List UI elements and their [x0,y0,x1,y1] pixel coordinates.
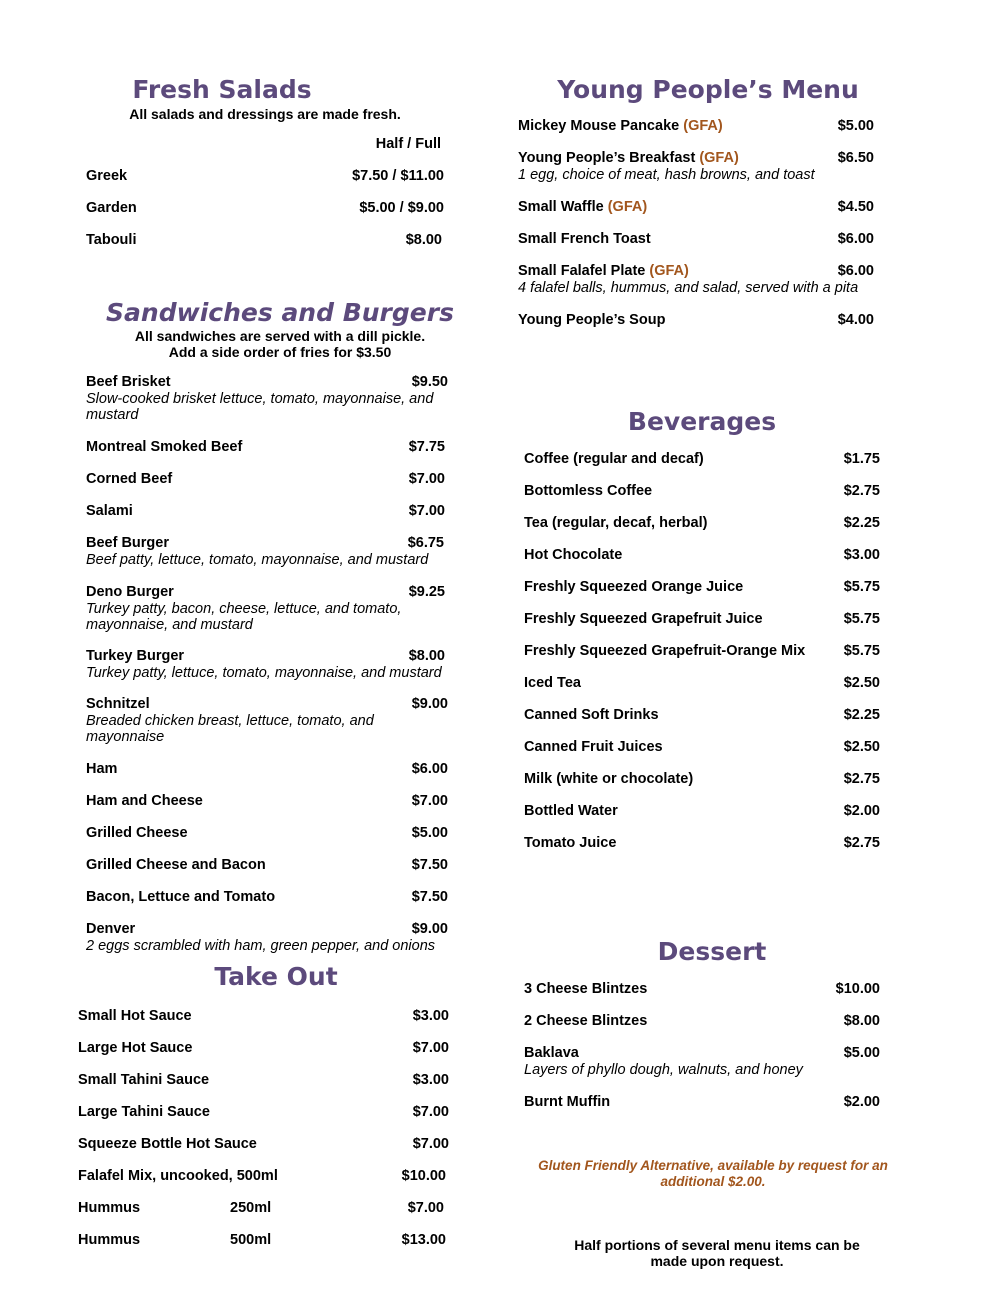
menu-item: Hummus 250ml $7.00 [78,1200,444,1216]
sandwiches-subtitle-1: All sandwiches are served with a dill pickle. [134,328,426,344]
young-section [518,74,874,329]
beverages-section [524,406,880,852]
menu-item: Schnitzel $9.00 Breaded chicken breast, lettuce, tomato, and mayonnaise [86,696,448,745]
salads-size-header: Half / Full [375,136,441,152]
gfa-note-line-1: Gluten Friendly Alternative, available by request for an [538,1158,888,1173]
menu-item: Canned Fruit Juices $2.50 [524,739,880,755]
gfa-tag: (GFA) [649,263,689,279]
half-note-line-1: Half portions of several menu items can be [574,1237,860,1253]
menu-item: Young People’s Soup $4.00 [518,312,874,328]
menu-item: Small French Toast $6.00 [518,231,874,247]
menu-item: Coffee (regular and decaf) $1.75 [524,451,880,467]
item-price: $7.50 / $11.00 [352,168,444,184]
menu-item: Iced Tea $2.50 [524,675,880,691]
menu-item: Grilled Cheese and Bacon $7.50 [86,857,448,873]
takeout-title: Take Out [214,962,338,991]
menu-item: Hot Chocolate $3.00 [524,547,880,563]
menu-item: Small Falafel Plate (GFA) $6.00 4 falafel balls, hummus, and salad, served with a pita [518,263,874,296]
sandwiches-list [86,374,448,954]
dessert-section [524,936,880,1111]
menu-item: Bottled Water $2.00 [524,803,880,819]
gfa-note-line-2: additional $2.00. [660,1174,766,1189]
menu-item: Hummus 500ml $13.00 [78,1232,446,1248]
menu-item: Tomato Juice $2.75 [524,835,880,851]
menu-item [86,200,444,217]
item-name: Greek [86,168,128,184]
menu-item: Beef Brisket $9.50 Slow-cooked brisket lettuce, tomato, mayonnaise, and mustard [86,374,448,423]
menu-item: Deno Burger $9.25 Turkey patty, bacon, cheese, lettuce, and tomato, mayonnaise, and mustard [86,584,448,633]
sandwiches-header [80,298,480,360]
menu-item: Grilled Cheese $5.00 [86,825,448,841]
menu-item: Mickey Mouse Pancake (GFA) $5.00 [518,118,874,134]
menu-item: Tea (regular, decaf, herbal) $2.25 [524,515,880,531]
item-size: 500ml [230,1232,272,1248]
item-desc: 2 eggs scrambled with ham, green pepper, and onions [86,938,436,954]
item-desc: 4 falafel balls, hummus, and salad, served with a pita [518,280,859,296]
menu-item: Small Tahini Sauce $3.00 [78,1072,449,1088]
menu-item: Turkey Burger $8.00 Turkey patty, lettuce, tomato, mayonnaise, and mustard [86,648,448,681]
item-desc: Breaded chicken breast, lettuce, tomato, and mayonnaise [86,713,374,745]
menu-item: Denver $9.00 2 eggs scrambled with ham, green pepper, and onions [86,921,448,954]
item-name: Tabouli [86,232,137,248]
menu-item: Large Hot Sauce $7.00 [78,1040,449,1056]
menu-item: Bacon, Lettuce and Tomato $7.50 [86,889,448,905]
half-note-line-2: made upon request. [650,1253,784,1269]
menu-item: Large Tahini Sauce $7.00 [78,1104,449,1120]
beverages-title: Beverages [627,407,777,436]
gfa-tag: (GFA) [607,199,648,215]
menu-item [86,232,444,249]
item-desc: Layers of phyllo dough, walnuts, and honey [524,1062,803,1078]
menu-item: Young People’s Breakfast (GFA) $6.50 1 egg, choice of meat, hash browns, and toast [518,150,874,183]
item-price: $5.00 / $9.00 [359,200,444,216]
item-desc: Turkey patty, lettuce, tomato, mayonnaise, and mustard [86,665,442,681]
menu-item: Beef Burger $6.75 Beef patty, lettuce, tomato, mayonnaise, and mustard [86,535,448,568]
menu-item: Ham $6.00 [86,761,448,777]
gfa-tag: (GFA) [699,150,739,166]
sandwiches-title: Sandwiches and Burgers [106,298,454,327]
menu-item: Falafel Mix, uncooked, 500ml $10.00 [78,1168,446,1184]
menu-item [86,168,444,185]
item-desc: Turkey patty, bacon, cheese, lettuce, and tomato, mayonnaise, and mustard [86,601,402,633]
menu-item: Baklava $5.00 Layers of phyllo dough, walnuts, and honey [524,1045,880,1078]
half-portions-note [552,1237,882,1269]
young-title: Young People’s Menu [557,75,859,104]
takeout-section [78,962,449,1249]
menu-item: Squeeze Bottle Hot Sauce $7.00 [78,1136,449,1152]
menu-item: Canned Soft Drinks $2.25 [524,707,880,723]
menu-item: Small Hot Sauce $3.00 [78,1008,449,1024]
menu-item: Freshly Squeezed Grapefruit-Orange Mix $5.75 [524,643,880,659]
menu-item: Montreal Smoked Beef $7.75 [86,439,445,455]
salads-section [86,74,444,249]
item-price: $8.00 [405,232,442,248]
menu-item: Ham and Cheese $7.00 [86,793,448,809]
item-name: Garden [86,200,137,216]
item-size: 250ml [230,1200,272,1216]
dessert-title: Dessert [657,937,767,966]
salads-title: Fresh Salads [132,75,312,104]
sandwiches-subtitle-2: Add a side order of fries for $3.50 [168,344,392,360]
menu-item: Small Waffle (GFA) $4.50 [518,199,874,215]
item-desc: Beef patty, lettuce, tomato, mayonnaise, and mustard [86,552,429,568]
item-desc: 1 egg, choice of meat, hash browns, and toast [518,167,815,183]
menu-item: Corned Beef $7.00 [86,471,445,487]
menu-item: Freshly Squeezed Grapefruit Juice $5.75 [524,611,880,627]
menu-item: 2 Cheese Blintzes $8.00 [524,1013,880,1029]
menu-item: Burnt Muffin $2.00 [524,1094,880,1110]
menu-item: Milk (white or chocolate) $2.75 [524,771,880,787]
salads-subtitle: All salads and dressings are made fresh. [129,106,401,122]
menu-item: 3 Cheese Blintzes $10.00 [524,981,880,997]
menu-item: Bottomless Coffee $2.75 [524,483,880,499]
gfa-note [530,1158,896,1190]
menu-item: Freshly Squeezed Orange Juice $5.75 [524,579,880,595]
gfa-tag: (GFA) [683,118,723,134]
menu-item: Salami $7.00 [86,503,445,519]
item-desc: Slow-cooked brisket lettuce, tomato, mayonnaise, and mustard [86,391,434,423]
